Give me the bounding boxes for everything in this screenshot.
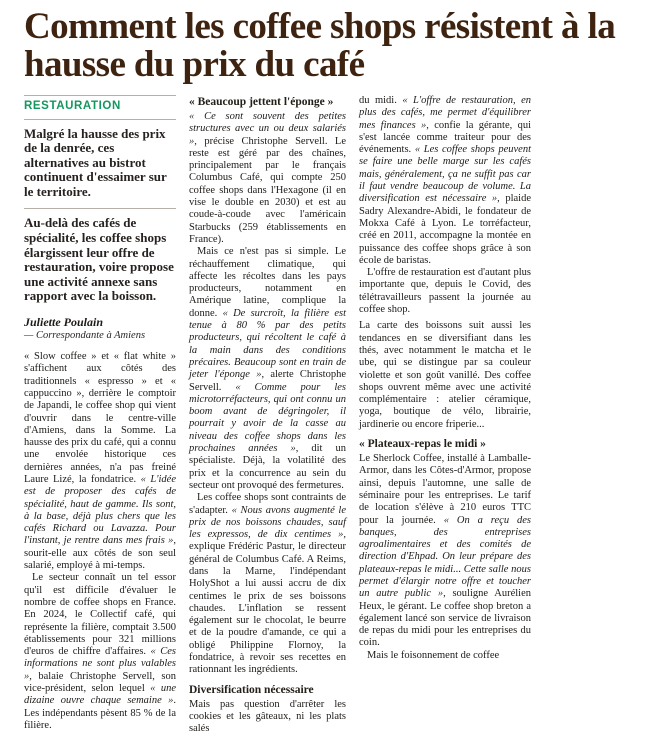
quote-text: « Ces informations ne sont plus valables » (24, 646, 177, 682)
quote-text: « Nous avons augmenté le prix de nos boissons chaudes, sauf les expressos, de dix centimes » (189, 504, 346, 541)
column-subhead: « Beaucoup jettent l'éponge » (189, 96, 334, 108)
standfirst-primary: Malgré la hausse des prix de la denrée, ces alternatives au bistrot continuent d'essaimer sur le territoire. (24, 125, 167, 199)
byline-role: — Correspondante à Amiens (24, 330, 146, 342)
body-text: , confie la gérante, qui s'est lancée comme traiteur pour des événements. (359, 119, 532, 156)
column-subhead: Diversification nécessaire (189, 683, 314, 696)
column-right (359, 95, 531, 736)
body-text: Mais le foisonnement de coffee (367, 649, 500, 661)
body-paragraph (24, 572, 176, 732)
body-text: , dit un spécialiste. Déjà, la volatilité des prix et la concurrence au sein du secteur ont provoqué des fermetures. (189, 443, 346, 491)
body-paragraph (359, 453, 531, 650)
byline (24, 315, 176, 342)
quote-text: « L'offre de restauration, en plus des cafés, me permet d'équilibrer mes finances » (359, 95, 531, 131)
column-left (24, 95, 176, 736)
body-text: Le secteur connaît un tel essor qu'il est difficile d'évaluer le nombre de coffee shops en France. En 2024, le Collectif café, qui représente la filière, comptait 3.500 établissements pour 321 millions d'euros de chiffre d'affaires. (24, 572, 176, 658)
body-paragraph (189, 111, 346, 246)
byline-author: Juliette Poulain (24, 315, 104, 330)
column-left-body (24, 351, 176, 732)
section-kicker: RESTAURATION (24, 100, 121, 112)
body-text: , précise Christophe Servell. Le reste est géré par des chaînes, principalement par le français Columbus Café, qui compte 250 coffee shops dans l'Hexagone (il en vise le double en 2030) et est au coude-à-coude avec l'américain Starbucks (259 établissements en France). (189, 135, 346, 245)
body-paragraph (359, 95, 531, 267)
body-paragraph (359, 267, 531, 316)
body-text: , souligne Aurélien Heux, le gérant. Le coffee shop breton a également lancé son service de livraison de repas du midi pour les entreprises du coin. (359, 588, 531, 649)
column-subhead: « Plateaux-repas le midi » (359, 438, 486, 451)
body-text: , alerte Christophe Servell. (189, 369, 346, 393)
body-paragraph (359, 650, 531, 662)
body-text: , plaide Sadry Alexandre-Abidi, le fondateur de Mokxa Café à Lyon. Le torréfacteur, créé en 2011, accompagne la montée en puissance des coffee shops grâce à son école de baristas. (359, 193, 532, 266)
body-text: Le Sherlock Coffee, installé à Lamballe-Armor, dans les Côtes-d'Armor, propose ainsi, depuis l'automne, une salle de séminaire pour les entreprises. Le tarif de location s'élève à 210 euros TTC pour la journée. (359, 453, 531, 526)
standfirst-secondary: Au-delà des cafés de spécialité, les coffee shops élargissent leur offre de restauration, voire propose une activité annexe sans rapport avec la boisson. (24, 215, 174, 304)
quote-text: « On a reçu des banques, des entreprises agroalimentaires et des comités de direction d'Ehpad. On leur prépare des plateaux-repas le midi... Cette salle nous permet d'élargir notre offre et toucher un autre public » (359, 514, 531, 600)
quote-text: « Ce sont souvent des petites structures avec un ou deux salariés » (189, 111, 346, 147)
quote-text: « De surcroît, la filière est tenue à 80 % par des petits producteurs, qui récoltent le café à la main dans des conditions précaires. Beaucoup sont en train de jeter l'éponge » (189, 307, 346, 381)
body-text: « Slow coffee » et « flat white » s'affichent aux côtés des traditionnels « espresso » et « cappuccino », derrière le comptoir de Japandi, le coffee shop qui vient d'ouvrir dans le centre-ville d'Amiens, dans la Somme. La hausse des prix du café, qui a connu une envolée historique ces dernières années, n'a pas freiné Laure Lizé, la fondatrice. (24, 351, 176, 485)
quote-text: « Comme pour les microtorréfacteurs, qui ont connu un boom avant de dégringoler, il pourrait y avoir de la casse au niveau des coffee shops dans les prochaines années » (189, 381, 346, 455)
body-text: du midi. (359, 95, 403, 106)
column-middle (189, 95, 346, 736)
quote-text: « Les coffee shops peuvent se faire une belle marge sur les cafés mais, généralement, ça ne suffit pas car il faut vendre beaucoup de volume. La diversification est nécessaire » (359, 144, 531, 205)
body-paragraph (359, 320, 531, 431)
body-text: , sourit-elle aux côtés de son seul salarié, employé à mi-temps. (24, 535, 176, 572)
body-text: Mais pas question d'arrêter les cookies et les gâteaux, ni les plats salés (189, 698, 346, 735)
body-text: . Les indépendants pèsent 85 % de la filière. (24, 695, 176, 731)
body-text: La carte des boissons suit aussi les tendances en se diversifiant dans les thés, avec notamment le matcha et le ube, qui se distingue par sa couleur violette et son goût vanillé. Des coffee shops ouvrent même avec une activité complémentaire : atelier céramique, yoga, boutique de vélo, librairie, jardinerie ou encore friperie... (359, 320, 531, 430)
body-paragraph (189, 699, 346, 736)
quote-text: « L'idée est de proposer des cafés de spécialité, haut de gamme. Ils sont, à la base, déjà plus chers que les cafés Richard ou Lavazza. Pour l'instant, je rentre dans mes frais » (24, 474, 176, 547)
body-text: L'offre de restauration est d'autant plus importante que, depuis le Covid, des télétravailleurs passent la journée au coffee shop. (359, 267, 531, 316)
body-paragraph (189, 246, 346, 492)
body-text: Mais ce n'est pas si simple. Le réchauffement climatique, qui affecte les récoltes dans les pays producteurs, notamment en Amérique latine, complique la donne. (189, 246, 346, 319)
body-text: Les coffee shops sont contraints de s'adapter. (189, 492, 346, 516)
article-headline: Comment les coffee shops résistent à la hausse du prix du café (24, 6, 616, 85)
body-text: , balaie Christophe Servell, son vice-président, selon lequel (24, 670, 176, 695)
quote-text: « une dizaine ouvre chaque semaine » (24, 683, 176, 707)
body-text: , explique Frédéric Pastur, le directeur général de Columbus Café. A Reims, dans la Marne, l'indépendant HolyShot a lui aussi accru de dix centimes le prix de ses boissons chaudes. L'inflation se ressent également sur le chocolat, le beurre et de la poudre d'amande, ce qui a obligé Philippine Flornoy, la fondatrice, à revoir ses recettes en rationnant les ingrédients. (189, 529, 346, 676)
article-columns (24, 95, 646, 736)
body-paragraph (24, 351, 176, 572)
body-paragraph (189, 492, 346, 676)
